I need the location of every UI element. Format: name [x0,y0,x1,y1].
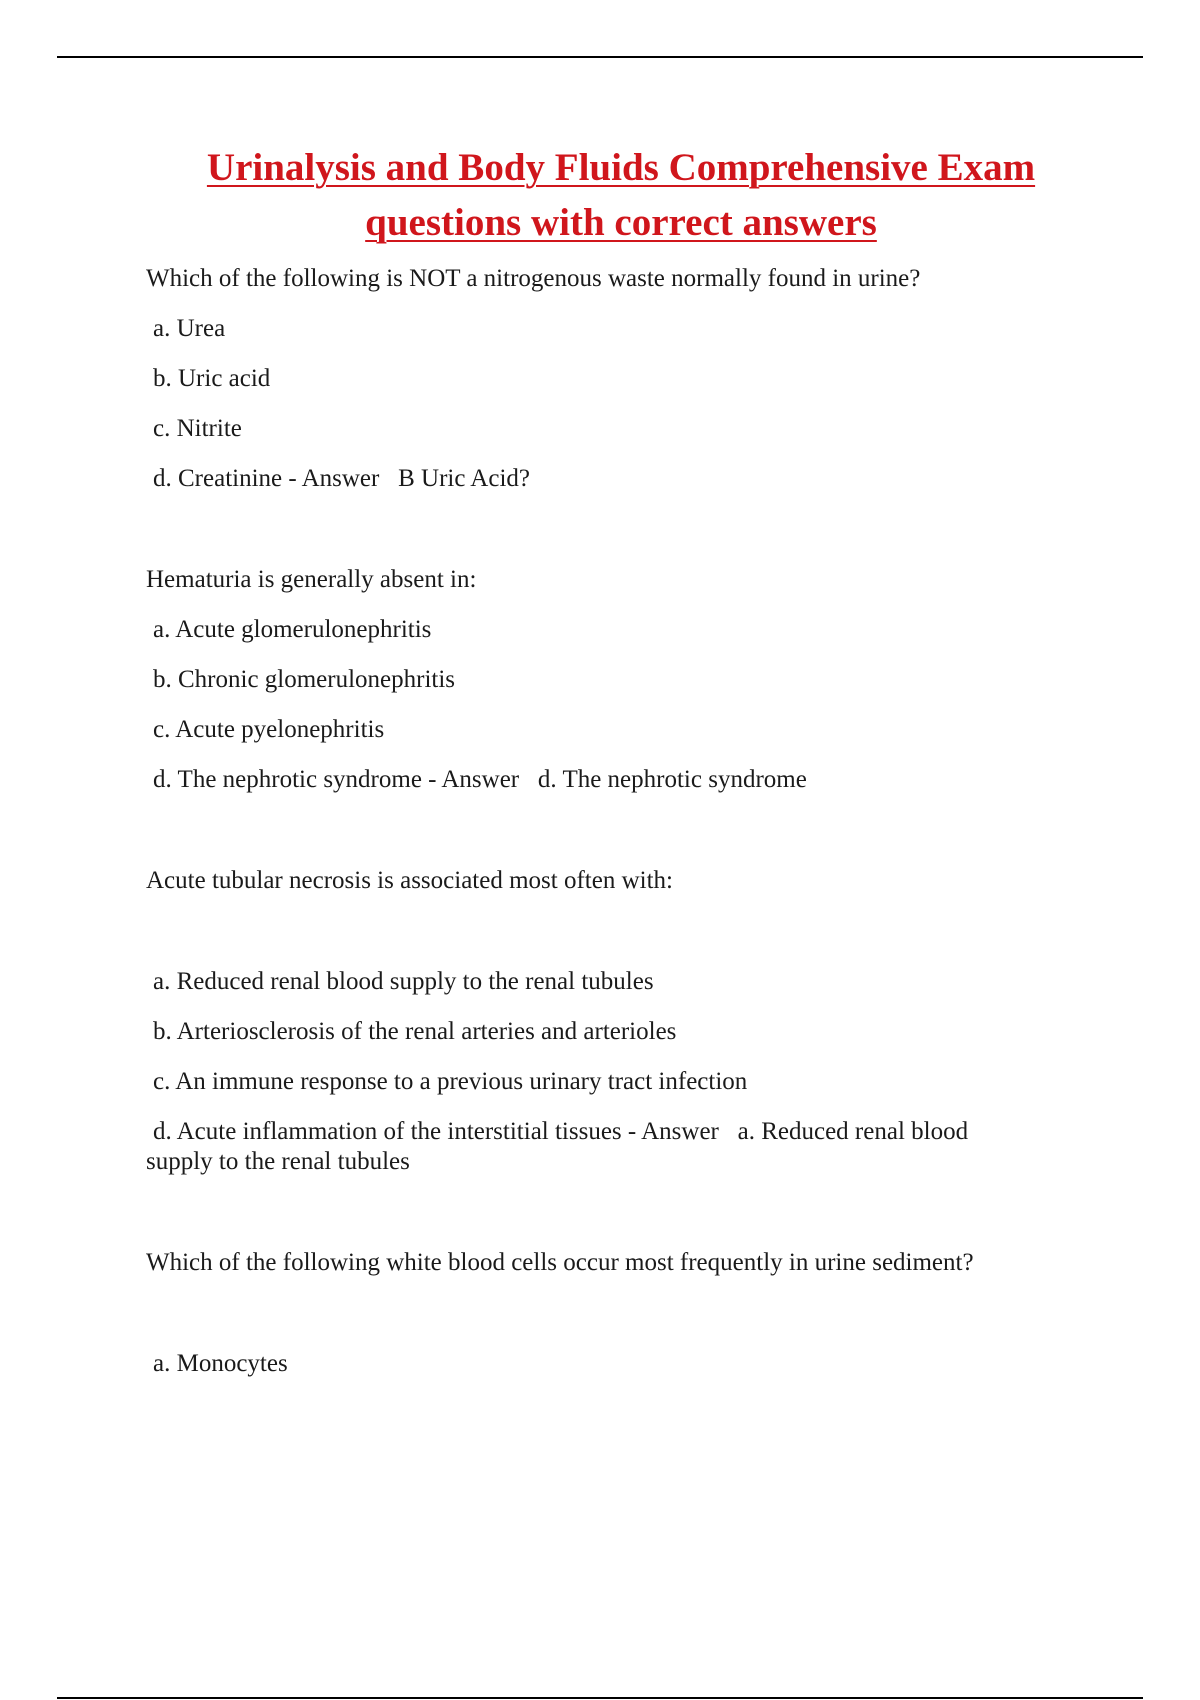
option-d-text: d. The nephrotic syndrome - Answer [153,766,520,793]
option-d [146,464,1096,494]
answer-text: B Uric Acid? [398,465,531,492]
option-a: a. Reduced renal blood supply to the renal tubules [153,968,654,995]
option-d [146,765,1096,795]
option-d-text: d. Acute inflammation of the interstitial tissues - Answer [153,1118,719,1145]
question-prompt: Which of the following white blood cells occur most frequently in urine sediment? [146,1249,974,1276]
question-prompt: Acute tubular necrosis is associated most often with: [146,867,673,894]
option-a: a. Urea [153,315,226,342]
option-b: b. Arteriosclerosis of the renal arteries and arterioles [153,1018,677,1045]
option-c: c. Acute pyelonephritis [153,716,385,743]
option-b: b. Chronic glomerulonephritis [153,666,456,693]
option-a: a. Monocytes [153,1350,288,1377]
question-prompt: Hematuria is generally absent in: [146,566,477,593]
question-block-3 [146,866,1096,1177]
question-block-4 [146,1248,1096,1379]
header-rule [57,56,1143,58]
option-a: a. Acute glomerulonephritis [153,616,432,643]
question-block-2 [146,565,1096,795]
option-c: c. An immune response to a previous urinary tract infection [153,1068,748,1095]
title-line-2: questions with correct answers [365,201,877,244]
answer-text: d. The nephrotic syndrome [537,766,807,793]
question-prompt: Which of the following is NOT a nitrogenous waste normally found in urine? [146,265,921,292]
question-block-1 [146,264,1096,494]
option-list [146,1349,1096,1379]
option-list [146,314,1096,494]
answer-continuation: supply to the renal tubules [146,1148,410,1175]
document-body [146,140,1096,1379]
option-c: c. Nitrite [153,415,242,442]
option-d-text: d. Creatinine - Answer [153,465,380,492]
option-list [146,967,1096,1147]
option-d [146,1117,1096,1147]
option-b: b. Uric acid [153,365,271,392]
option-list [146,615,1096,795]
answer-text: a. Reduced renal blood [737,1118,969,1145]
footer-rule [57,1697,1143,1699]
document-title [146,140,1096,250]
title-line-1: Urinalysis and Body Fluids Comprehensive Exam [206,146,1036,189]
